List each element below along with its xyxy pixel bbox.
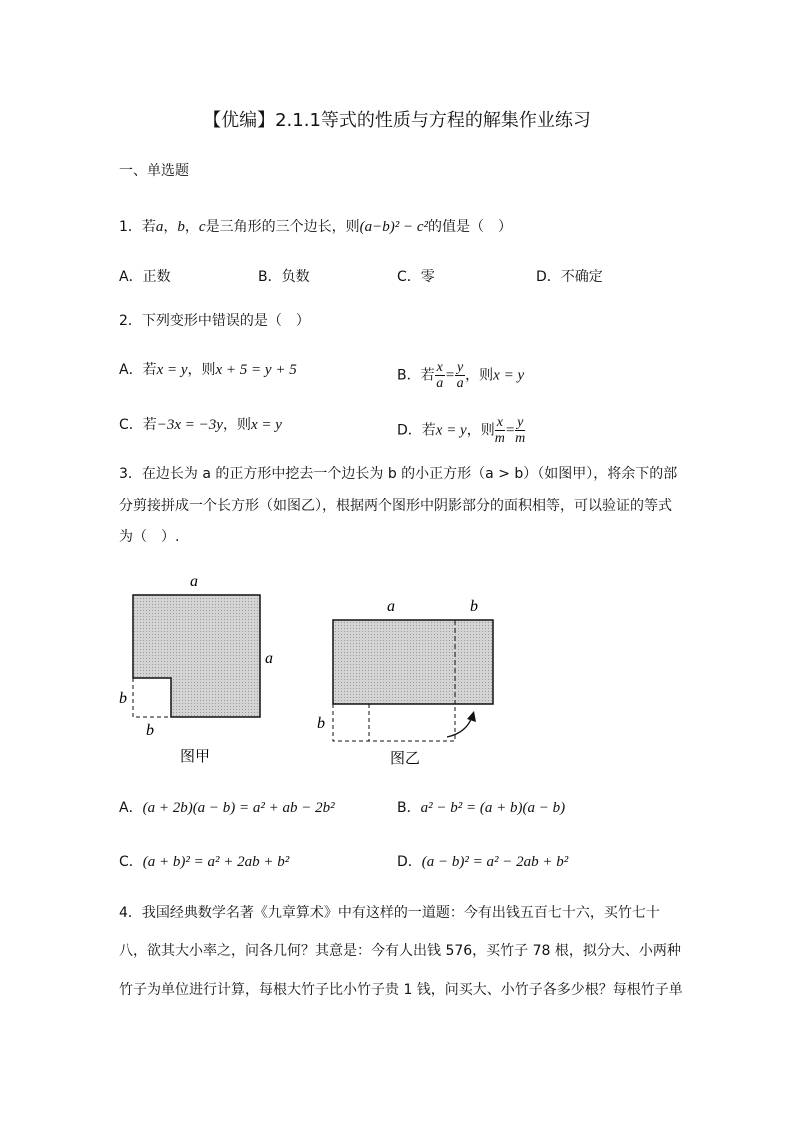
label: B．若 <box>397 367 435 384</box>
denominator: a <box>436 376 444 391</box>
math: = <box>444 367 455 384</box>
math: −3x = −3y <box>156 417 223 433</box>
math: x = y <box>250 417 282 433</box>
sep: ， <box>184 219 199 235</box>
label: C． <box>119 854 143 870</box>
q3-option-d <box>397 852 568 872</box>
q4-line: 4．我国经典数学名著《九章算术》中有这样的一道题：今有出钱五百七十六，买竹七十 <box>119 905 660 921</box>
label-b: b <box>470 598 478 615</box>
label: A．若 <box>119 362 157 378</box>
numerator: y <box>456 360 464 375</box>
q1-stem: 是三角形的三个边长，则 <box>205 219 360 235</box>
q1-option-c: C．零 <box>397 269 435 285</box>
q3-line: 3．在边长为 a 的正方形中挖去一个边长为 b 的小正方形（a > b）（如图甲），将余下的部 <box>119 466 678 482</box>
figure-jia <box>119 573 273 765</box>
q3-line: 为（ ）. <box>119 529 180 545</box>
fraction <box>495 415 505 446</box>
label: ，则 <box>187 362 216 378</box>
q2-option-d <box>397 415 525 446</box>
figure-yi <box>317 598 493 767</box>
q3-figures <box>110 565 510 775</box>
page-title: 【优编】2.1.1等式的性质与方程的解集作业练习 <box>203 110 591 131</box>
fraction <box>515 415 525 446</box>
label: ，则 <box>466 422 495 439</box>
math: x + 5 = y + 5 <box>215 362 297 378</box>
question-2: 2．下列变形中错误的是（ ） <box>119 313 310 329</box>
q2-option-b <box>397 360 524 391</box>
var-b: b <box>177 219 185 235</box>
label-b: b <box>317 715 325 732</box>
label: B． <box>397 800 421 816</box>
q4-line: 八，欲其大小率之，问各几何？其意是：今有人出钱 576，买竹子 78 根，拟分大、小两种 <box>119 943 681 959</box>
math: x = y <box>435 422 467 439</box>
q3-option-c <box>119 852 289 872</box>
label-a: a <box>265 650 273 667</box>
var-a: a <box>155 219 164 235</box>
denominator: a <box>456 376 464 391</box>
math: a² − b² = (a + b)(a − b) <box>420 800 566 816</box>
label-a: a <box>387 598 395 615</box>
q3-line: 分剪接拼成一个长方形（如图乙），根据两个图形中阴影部分的面积相等，可以验证的等式 <box>119 498 672 514</box>
math: x = y <box>156 362 188 378</box>
section-heading: 一、单选题 <box>119 163 189 179</box>
q1-expression: (a−b)² − c² <box>359 219 428 235</box>
math: (a + b)² = a² + 2ab + b² <box>142 854 290 870</box>
label: D． <box>397 854 422 870</box>
denominator: m <box>515 431 526 446</box>
label-a: a <box>190 573 198 590</box>
q2-option-a <box>119 360 297 380</box>
label: ，则 <box>465 367 494 384</box>
q3-option-b <box>397 798 565 818</box>
q2-option-c <box>119 415 282 435</box>
q4-line: 竹子为单位进行计算，每根大竹子比小竹子贵 1 钱，问买大、小竹子各多少根？每根竹子单 <box>119 982 683 998</box>
numerator: x <box>496 415 503 430</box>
q1-option-d: D．不确定 <box>536 269 603 285</box>
math: x = y <box>493 367 525 384</box>
q1-stem: 的值是（ ） <box>427 219 512 235</box>
q1-option-a: A．正数 <box>119 269 171 285</box>
label-b: b <box>119 690 127 707</box>
label-b: b <box>146 722 154 739</box>
fraction <box>435 360 445 391</box>
label: ，则 <box>222 417 251 433</box>
q3-option-a <box>119 798 335 818</box>
math: (a − b)² = a² − 2ab + b² <box>421 854 569 870</box>
label: A． <box>119 800 143 816</box>
q1-option-b: B．负数 <box>258 269 310 285</box>
numerator: x <box>436 360 443 375</box>
fraction <box>455 360 465 391</box>
caption-yi: 图乙 <box>390 749 421 767</box>
question-1 <box>119 217 512 237</box>
q1-stem: 1．若 <box>119 219 156 235</box>
caption-jia: 图甲 <box>180 747 211 765</box>
label: C．若 <box>119 417 157 433</box>
denominator: m <box>494 431 505 446</box>
numerator: y <box>517 415 524 430</box>
sep: ， <box>163 219 178 235</box>
var-c: c <box>198 219 206 235</box>
label: D．若 <box>397 422 436 439</box>
math: (a + 2b)(a − b) = a² + ab − 2b² <box>142 800 335 816</box>
math: = <box>504 422 516 439</box>
